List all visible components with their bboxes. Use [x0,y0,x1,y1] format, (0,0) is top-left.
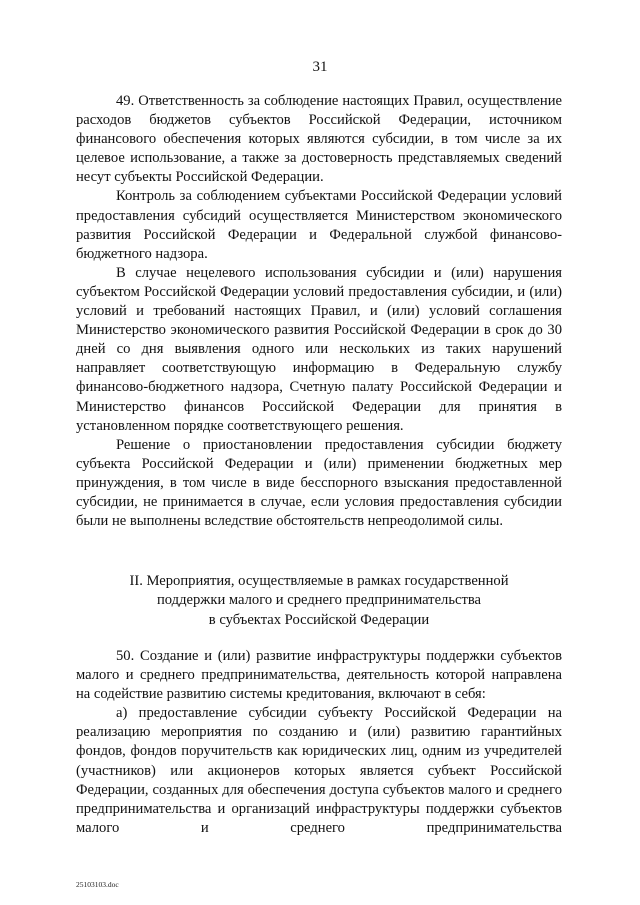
section-heading-line: поддержки малого и среднего предпринимательства [156,592,482,609]
paragraph-49: 49. Ответственность за соблюдение настоящих Правил, осуществление расходов бюджетов субъектов Российской Федерации, источником финансового обеспечения которых являются субсидии, в том числе за их целевое использование, а также за достоверность представляемых сведений несут субъекты Российской Федерации. [76,93,562,186]
document-body [76,92,562,531]
section-heading-line: II. Мероприятия, осуществляемые в рамках государственной [129,573,509,589]
section-body [76,647,562,838]
page-number: 31 [312,59,328,75]
paragraph-misuse: В случае нецелевого использования субсидии и (или) нарушения субъектом Российской Федерации условий предоставления субсидии, и (или) условий и требований настоящих Правил, и (или) условий соглашения Министерство экономического развития Российской Федерации в срок до 30 дней со дня выявления одного или нескольких из таких нарушений направляет соответствующую информацию в Федеральную службу финансово-бюджетного надзора, Счетную палату Российской Федерации и Министерство финансов Российской Федерации для принятия в установленном порядке соответствующего решения. [76,264,562,434]
paragraph-50: 50. Создание и (или) развитие инфраструктуры поддержки субъектов малого и среднего предпринимательства, деятельность которой направлена на содействие развитию системы кредитования, включают в себя: [76,648,562,703]
paragraph-suspension: Решение о приостановлении предоставления субсидии бюджету субъекта Российской Федерации и (или) применении бюджетных мер принуждения, в том числе в виде бесспорного взыскания предоставленной субсидии, не принимается в случае, если условия предоставления субсидии были не выполнены вследствие обстоятельств непреодолимой силы. [76,436,562,530]
section-heading-line: в субъектах Российской Федерации [208,611,430,628]
file-name-footer: 25103103.doc [76,880,119,889]
section-heading [76,572,562,630]
paragraph-control: Контроль за соблюдением субъектами Российской Федерации условий предоставления субсидий осуществляется Министерством экономического развития Российской Федерации и Федеральной службой финансово-бюджетного надзора. [76,188,562,262]
paragraph-50a: а) предоставление субсидии субъекту Российской Федерации на реализацию мероприятия по созданию и (или) развитию гарантийных фондов, фондов поручительств как юридических лиц, одним из учредителей (участников) или акционеров которых является субъект Российской Федерации, созданных для обеспечения доступа субъектов малого и среднего предпринимательства и организаций инфраструктуры поддержки субъектов малого и среднего предпринимательства [76,705,562,836]
